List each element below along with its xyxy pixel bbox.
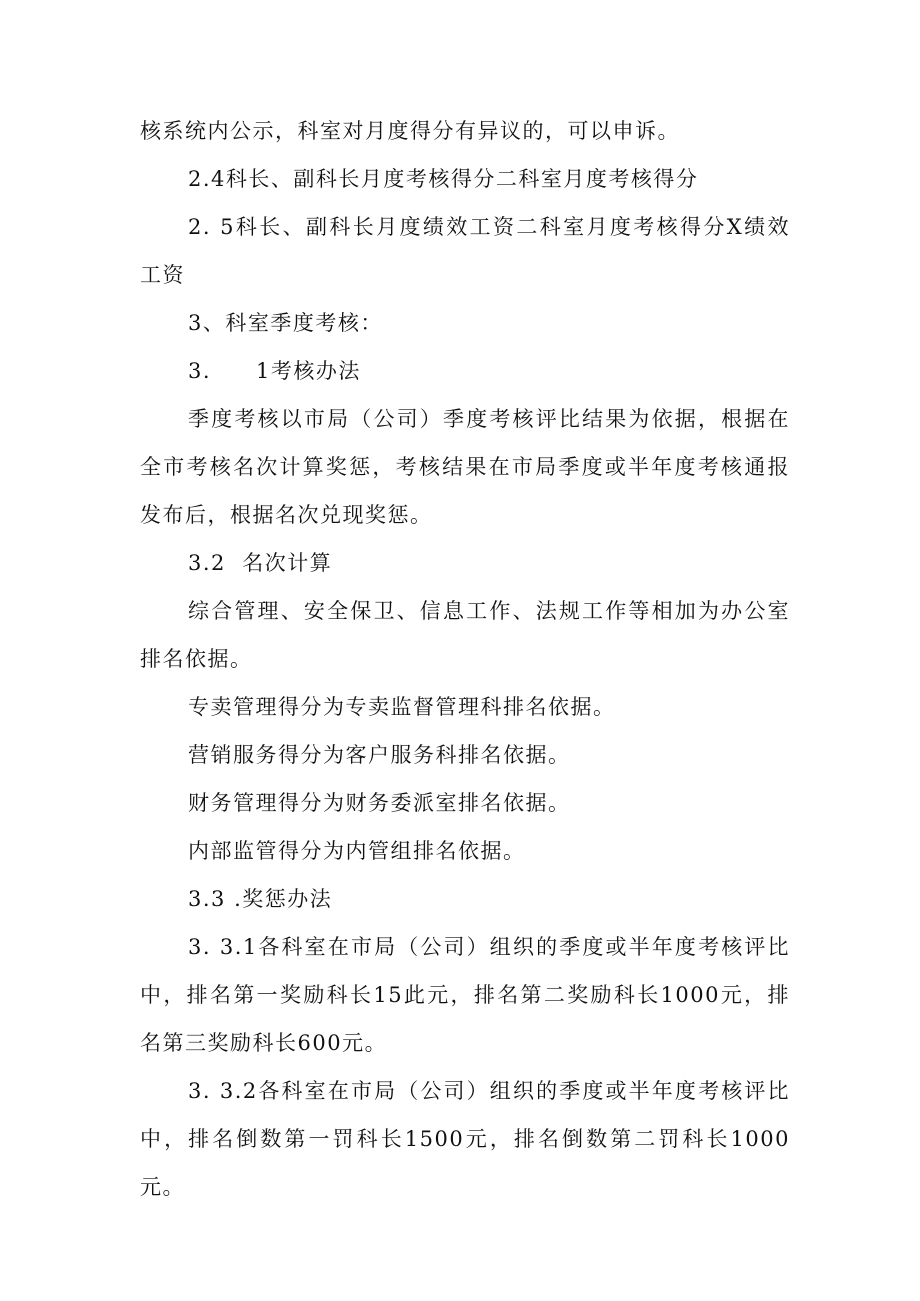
paragraph-4: 3、科室季度考核：: [188, 311, 383, 335]
paragraph-10: 营销服务得分为客户服务科排名依据。: [188, 743, 571, 767]
paragraph-8: 综合管理、安全保卫、信息工作、法规工作等相加为办公室排名依据。: [140, 599, 790, 671]
paragraph-11: 财务管理得分为财务委派室排名依据。: [188, 791, 571, 815]
paragraph-6: 季度考核以市局（公司）季度考核评比结果为依据，根据在全市考核名次计算奖惩，考核结果在市局季度或半年度考核通报发布后，根据名次兑现奖惩。: [140, 407, 790, 527]
paragraph-9: 专卖管理得分为专卖监督管理科排名依据。: [188, 695, 616, 719]
paragraph-1: 核系统内公示，科室对月度得分有异议的，可以申诉。: [140, 119, 680, 143]
paragraph-14: 3. 3.1各科室在市局（公司）组织的季度或半年度考核评比中，排名第一奖励科长15此元，排名第二奖励科长1000元，排名第三奖励科长600元。: [140, 935, 790, 1055]
paragraph-15: 3. 3.2各科室在市局（公司）组织的季度或半年度考核评比中，排名倒数第一罚科长1500元，排名倒数第二罚科长1000元。: [140, 1079, 790, 1199]
document-body: [140, 107, 790, 1211]
paragraph-12: 内部监管得分为内管组排名依据。: [188, 839, 526, 863]
paragraph-7: 3.2 名次计算: [188, 551, 333, 575]
paragraph-2: 2.4科长、副科长月度考核得分二科室月度考核得分: [188, 167, 699, 191]
paragraph-5: 3. 1考核办法: [188, 359, 361, 383]
paragraph-13: 3.3 .奖惩办法: [188, 887, 333, 911]
paragraph-3: 2. 5科长、副科长月度绩效工资二科室月度考核得分X绩效工资: [140, 215, 790, 287]
